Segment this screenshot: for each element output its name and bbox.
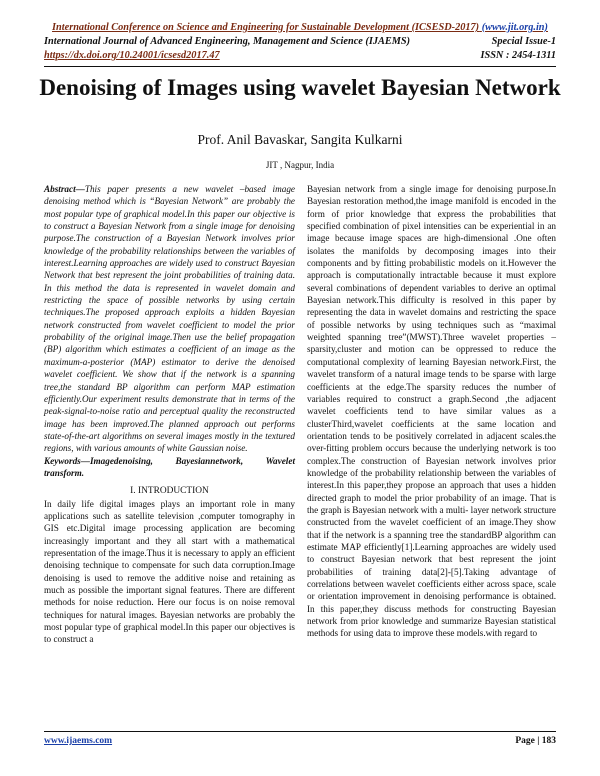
journal-header — [44, 36, 556, 47]
footer-divider — [44, 731, 556, 732]
keywords-label: Keywords— — [44, 455, 90, 466]
right-column — [307, 183, 556, 640]
page-number: Page | 183 — [515, 736, 556, 746]
conference-link[interactable]: (www.jit.org.in) — [481, 22, 548, 33]
page-footer — [44, 736, 556, 746]
abstract-label: Abstract— — [44, 184, 85, 194]
abstract-text: This paper presents a new wavelet –based image denoising method which is “Bayesian Network” are probably the most popular type of graphical model.In this paper our objective is to construct a Bayesian Network from a single image for denoising purpose.The construction of a Bayesian Network involves prior knowledge of the probability relationships between the variables of interest.Learning approaches are widely used to construct Bayesian Network that best represent the joint probabilities of training data. In this method the data is represented in wavelet domain and restricting the space of possible networks by using certain techniques.The proposed approach exploits a hidden Bayesian network constructed from wavelet coefficient to model the prior probability of the original image.Then use the belief propagation (BP) algorithm which estimates a coefficient of an image as the maximum-a-posterior (MAP) estimator to derive the denoised wavelet coefficient. We show that if the network is a spanning tree,the standard BP algorithm can perform MAP estimation efficiently.Our experiment results demonstrate that in terms of the peak-signal-to-noise ratio and perceptual quality the reconstructed image has been improved.The planned approach out performs state-of-the-art algorithms on several images mostly in the textured regions, with various amounts of white Gaussian noise. — [44, 184, 295, 454]
intro-paragraph-right: Bayesian network from a single image for denoising purpose.In Bayesian restoration method,the image manifold is encoded in the form of prior knowledge that express the probabilities that specified combination of pixel intensities can be experiential in an image because image spaces are high-dimensional .One often isolates the manifolds by decomposing images into their components and by fitting probabilistic models on it.However the approach is computationally intractable because it must explore several combinations of dependent variables to derive an optimal Bayesian network.This difficulty is resolved in this paper by representing the data in wavelet domains and restricting the space of possible networks by using techniques such as “maximal weighted spanning tree”(MWST).Three wavelet properties –sparsity,cluster and motion can be oppressed to reduce the computational complexity of learning Bayesian network.First, the wavelet transform of a natural image tends to be sparse with large coefficients at the edge.The sparsity reduces the number of variables required to construct a graph.Second ,the adjacent wavelet coefficients tend to have similar values as a clusterThird,wavelet coefficients at the same location and orientation tends to be positively correlated in adjacent scales.the over-fitting problem occurs because the underlying network is too complex.The construction of Bayesian network involves prior knowledge of the probability relationship between the variables of interest.In this paper,they propose an approach that uses a hidden directed graph to model the prior probability of an image. That is the graph is Bayesian network with a multi- layer network structure constructed from the wavelet coefficient of an image.They show that if the network is a spanning tree the standardBP algorithm can estimate MAP efficiently[1].Learning approaches are widely used to construct Bayesian network that best represent the joint probabilities of training data[2]-[5].Taking advantage of correlations between wavelet coefficients either across space, scale or orientation improvement in denoising performance is obtained. In this paper,they discuss methods for constructing Bayesian network from prior knowledge and summarize Bayesian statistical methods for using data to improve these models.with regard to — [307, 184, 556, 639]
keywords — [44, 455, 295, 480]
abstract — [44, 183, 295, 455]
doi-link[interactable]: https://dx.doi.org/10.24001/icsesd2017.47 — [44, 50, 220, 61]
paper-title: Denoising of Images using wavelet Bayesian Network — [39, 75, 561, 100]
keywords-text: Imagedenoising, Bayesiannetwork, Wavelet transform. — [44, 455, 295, 478]
intro-paragraph-left: In daily life digital images plays an important role in many applications such as satellite television ,computer tomography in GIS etc.Digital image processing application are becoming increasingly important and they all start with a mathematical representation of the image.Thus it is necessary to apply an efficient denoising technique to compensate for such data corruption.Image denoising is used to remove the additive noise and retaining as much as possible the important signal features. There are different methods for noise reduction. Here our focus is on noise removal techniques for natural images. Bayesian networks are probably the most popular type of graphical model.In this paper our objectives is to construct a — [44, 498, 295, 645]
paper-authors: Prof. Anil Bavaskar, Sangita Kulkarni — [197, 132, 403, 147]
section-heading-introduction: I. INTRODUCTION — [130, 486, 209, 497]
journal-name: International Journal of Advanced Engineering, Management and Science (IJAEMS) — [44, 36, 411, 47]
conference-header — [0, 22, 600, 33]
paper-affiliation: JIT , Nagpur, India — [265, 160, 335, 170]
left-column — [44, 183, 295, 646]
header-divider — [44, 66, 556, 67]
journal-website-link[interactable]: www.ijaems.com — [44, 736, 113, 746]
issue-label: Special Issue-1 — [491, 36, 556, 47]
conference-name: International Conference on Science and Engineering for Sustainable Development (ICSESD-2017) — [52, 22, 480, 33]
issn-label: ISSN : 2454-1311 — [480, 50, 556, 61]
doi-header — [44, 50, 556, 61]
